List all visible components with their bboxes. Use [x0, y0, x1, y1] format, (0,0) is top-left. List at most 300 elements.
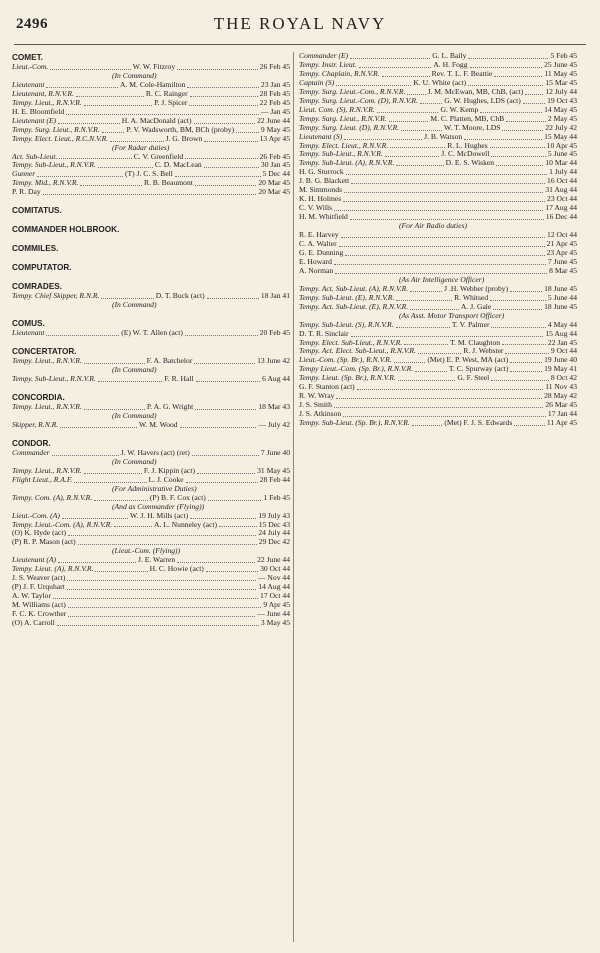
officer-name: H. C. Howie (act) [149, 564, 204, 574]
dot-leader [350, 213, 544, 220]
dot-leader [334, 204, 543, 211]
officer-name: J .H. Webber (proby) [444, 283, 509, 293]
officer-name: J. S. Weaver (act) [12, 573, 66, 583]
dot-leader [98, 161, 153, 168]
officer-name: A. M. Cole-Hamilton [120, 79, 186, 89]
dot-leader [502, 339, 546, 346]
officer-name: C. D. MacLean [154, 160, 202, 170]
entry-rank: Tempy. Lieut. (A), R.N.V.R. [12, 564, 94, 574]
dot-leader [187, 81, 259, 88]
officer-name: J. E. Warren [137, 555, 176, 565]
dot-leader [496, 159, 543, 166]
seniority-date: 17 Oct 44 [260, 591, 290, 601]
seniority-date: 21 Apr 45 [546, 239, 577, 249]
dot-leader [37, 170, 123, 177]
seniority-date: 28 Feb 44 [259, 474, 291, 484]
entry-rank: Tempy. Surg. Lieut.-Com. (D), R.N.V.R. [299, 95, 418, 105]
dot-leader [404, 339, 448, 346]
officer-name: R. W. Wray [299, 391, 335, 401]
officer-name: (T) J. C. S. Bell [124, 169, 173, 179]
dot-leader [493, 303, 542, 310]
dot-leader [67, 574, 256, 581]
dot-leader [389, 115, 429, 122]
dot-leader [58, 117, 120, 124]
dot-leader [57, 619, 259, 626]
entry-rank: Tempy. Surg. Lieut. (D), R.N.V.R. [299, 122, 400, 132]
seniority-date: 12 Oct 44 [547, 230, 577, 240]
entry-note: (For Administrative Duties) [112, 483, 197, 493]
officer-name: F. C. K. Crowther [12, 609, 67, 619]
officer-name: W. W. Fitzroy [132, 62, 176, 71]
entry-rank: Lieutenant (A) [12, 555, 57, 565]
dot-leader [502, 124, 543, 131]
entry-rank: Flight Lieut., R.A.F. [12, 474, 73, 484]
dot-leader [52, 449, 119, 456]
seniority-date: — July 42 [258, 419, 290, 429]
entry-rank: Tempy. Lieut. (Sp. Br.), R.N.V.R. [299, 373, 396, 383]
entry-rank: Lieutenant [12, 328, 45, 338]
seniority-date: 8 Mar 45 [549, 265, 577, 275]
officer-name: (P) B. F. Cox (act) [149, 492, 206, 502]
dot-leader [194, 357, 255, 364]
entry-rank: Tempy. Chief Skipper, R.N.R. [12, 291, 100, 301]
entry-note: (In Command) [112, 365, 157, 375]
dot-leader [94, 494, 148, 501]
dot-leader [410, 303, 459, 310]
dot-leader [204, 161, 259, 168]
dot-leader [68, 529, 256, 536]
dot-leader [510, 356, 542, 363]
entry-rank: Captain (S) [299, 77, 335, 87]
officer-name: M. Simmonds [299, 185, 343, 195]
dot-leader [50, 63, 131, 70]
dot-leader [418, 347, 461, 354]
seniority-date: 5 Dec 44 [262, 169, 291, 179]
ship-heading: CONDOR. [12, 438, 51, 448]
dot-leader [46, 81, 118, 88]
dot-leader [396, 321, 450, 328]
officer-name: G. L. Baily [432, 51, 467, 60]
seniority-date: 4 May 44 [547, 319, 577, 329]
officer-name: (O) A. Carroll [12, 617, 55, 627]
entry-rank: Tempy. Elect. Lieut., R.N.V.R. [299, 140, 389, 150]
entry-rank: Lieut.-Com. [12, 62, 49, 71]
seniority-date: 3 May 45 [260, 617, 290, 627]
officer-name: J. B. Watson [424, 131, 463, 141]
seniority-date: 16 Dec 44 [545, 212, 577, 222]
seniority-date: 18 June 45 [544, 301, 577, 311]
ship-heading: COMPUTATOR. [12, 263, 72, 273]
ship-heading: COMRADES. [12, 282, 63, 292]
seniority-date: 11 Nov 43 [545, 382, 577, 392]
officer-entry [12, 188, 290, 197]
seniority-date: 23 Oct 44 [547, 194, 577, 204]
officer-name: K. H. Holmes [299, 194, 342, 204]
seniority-date: 24 July 44 [258, 528, 290, 538]
officer-name: C. V. Wills [299, 203, 333, 213]
dot-leader [197, 467, 255, 474]
dot-leader [74, 476, 146, 483]
seniority-date: 19 May 41 [544, 364, 578, 374]
entry-rank: Tempy. Sub-Lieut. (A), R.N.V.R. [299, 158, 395, 168]
dot-leader [339, 240, 545, 247]
entry-note: (In Command) [112, 410, 157, 420]
dot-leader [350, 52, 430, 59]
officer-name: L. J. Cooke [148, 474, 184, 484]
officer-entry [299, 258, 577, 267]
dot-leader [523, 97, 545, 104]
seniority-date: 16 Oct 44 [547, 176, 577, 186]
dot-leader [102, 126, 125, 133]
seniority-date: 7 June 45 [547, 256, 577, 266]
dot-leader [66, 108, 259, 115]
officer-entry [12, 329, 290, 338]
officer-name: A. J. Gale [460, 301, 492, 311]
dot-leader [407, 88, 425, 95]
dot-leader [398, 374, 456, 381]
officer-name: R. J. Webster [463, 346, 504, 356]
seniority-date: 9 Apr 45 [263, 600, 290, 610]
seniority-date: 13 Apr 45 [259, 133, 290, 143]
officer-entry [12, 179, 290, 188]
entry-rank: Lieut. Com. (S), R.N.V.R. [299, 104, 375, 114]
officer-name: D. T. Buck (act) [155, 291, 205, 301]
officer-entry [299, 249, 577, 258]
dot-leader [491, 321, 545, 328]
officer-name: (P) R. P. Mason (act) [12, 537, 76, 547]
entry-rank: Tempy. Sub-Lieut. (S), R.N.V.R. [299, 319, 394, 329]
officer-name: R. C. Rainger [145, 88, 188, 98]
dot-leader [510, 365, 542, 372]
dot-leader [84, 403, 145, 410]
seniority-date: 17 Aug 44 [545, 203, 577, 213]
dot-leader [336, 392, 542, 399]
dot-leader [206, 565, 258, 572]
officer-name: G. F. Stanton (act) [299, 382, 355, 392]
seniority-date: 1 July 44 [549, 167, 577, 177]
officer-name: P. J. Spicer [154, 97, 188, 107]
seniority-date: 22 June 44 [257, 555, 291, 565]
entry-rank: Tempy. Lieut., R.N.V.R. [12, 465, 82, 475]
entry-rank: Lieutenant, R.N.V.R. [12, 88, 74, 98]
dot-leader [67, 583, 257, 590]
seniority-date: 6 Aug 44 [262, 374, 290, 384]
seniority-date: 31 Aug 44 [545, 185, 577, 195]
dot-leader [464, 133, 542, 140]
officer-name: M. C. Platten, MB, ChB [430, 113, 505, 123]
entry-note: (And as Commander (Flying)) [112, 501, 205, 511]
dot-leader [505, 347, 548, 354]
dot-leader [58, 556, 136, 563]
dot-leader [491, 374, 549, 381]
dot-leader [185, 153, 257, 160]
seniority-date: 18 Jan 41 [260, 291, 290, 301]
seniority-date: 23 Jan 45 [260, 79, 291, 89]
dot-leader [490, 294, 546, 301]
entry-rank: Commander [12, 447, 50, 457]
entry-rank: Tempy. Surg. Lieut.-Com., R.N.V.R. [299, 86, 406, 96]
officer-name: (Met) E. P. West, MA (act) [427, 355, 509, 365]
officer-name: J. M. McEwan, MB, ChB, (act) [427, 86, 524, 96]
ship-heading: CONCERTATOR. [12, 347, 77, 357]
dot-leader [420, 97, 442, 104]
officer-name: W. T. Moore, LDS [444, 122, 501, 132]
seniority-date: 15 Aug 44 [545, 328, 577, 338]
dot-leader [68, 610, 255, 617]
dot-leader [468, 52, 548, 59]
seniority-date: 10 Mar 44 [545, 158, 578, 168]
officer-name: R. L. Hughes [447, 140, 488, 150]
officer-name: J. S. Smith [299, 400, 332, 410]
entry-rank: Tempy. Lieut., R.N.V.R. [12, 402, 82, 412]
entry-rank: Tempy. Mid., R.N.V.R. [12, 178, 79, 188]
officer-name: J. S. Atkinson [299, 409, 342, 419]
officer-name: H. G. Sturrock [299, 167, 344, 177]
dot-leader [335, 267, 547, 274]
entry-rank: Tempy. Chaplain, R.N.V.R. [299, 68, 380, 78]
entry-rank: Tempy. Sub-Lieut. (Sp. Br.), R.N.V.R. [299, 418, 410, 428]
officer-entry [12, 421, 290, 430]
entry-note: (As Air Intelligence Officer) [399, 274, 485, 284]
officer-name: A. L. Nunneley (act) [153, 519, 218, 529]
dot-leader [190, 90, 258, 97]
dot-leader [394, 356, 426, 363]
seniority-date: 30 Jan 45 [260, 160, 291, 170]
header-rule [14, 44, 586, 45]
dot-leader [382, 70, 430, 77]
dot-leader [415, 365, 447, 372]
officer-name: G. W. Kemp [440, 104, 479, 114]
dot-leader [396, 159, 443, 166]
dot-leader [343, 195, 545, 202]
officer-name: F. R. Hall [164, 374, 194, 384]
seniority-date: 17 Jan 44 [547, 409, 577, 419]
dot-leader [76, 90, 144, 97]
dot-leader [80, 179, 141, 186]
entry-rank: Tempy. Surg. Lieut., R.N.V.R. [12, 124, 100, 134]
entry-rank: Skipper, R.N.R. [12, 419, 59, 429]
officer-name: G. F. Steel [457, 373, 490, 383]
seniority-date: 18 Mar 43 [258, 402, 291, 412]
dot-leader [410, 285, 442, 292]
dot-leader [195, 403, 256, 410]
officer-name: R. E. Harvey [299, 230, 339, 240]
officer-name: W. J. H. Mills (act) [130, 510, 189, 520]
officer-name: G. E. Dunning [299, 247, 344, 257]
dot-leader [175, 170, 261, 177]
seniority-date: 26 Feb 45 [259, 151, 290, 161]
dot-leader [190, 512, 256, 519]
officer-name: D. E. S. Wisken [445, 158, 495, 168]
ship-heading: COMMILES. [12, 244, 59, 254]
officer-name: P. R. Day [12, 187, 41, 197]
seniority-date: — Nov 44 [257, 573, 290, 583]
seniority-date: — June 44 [257, 609, 290, 619]
dot-leader [110, 135, 163, 142]
entry-rank: Tempy. Lieut., R.N.V.R. [12, 97, 82, 107]
officer-entry [12, 619, 290, 628]
officer-name: H. E. Bloomfield [12, 106, 65, 116]
ship-heading: CONCORDIA. [12, 393, 65, 403]
dot-leader [351, 177, 545, 184]
entry-rank: Tempy. Surg. Lieut., R.N.V.R. [299, 113, 387, 123]
seniority-date: 11 Apr 45 [546, 418, 578, 428]
dot-leader [490, 142, 545, 149]
dot-leader [84, 357, 145, 364]
officer-name: W. M. Wood [138, 419, 178, 429]
dot-leader [470, 61, 543, 68]
dot-leader [385, 150, 440, 157]
entry-rank: Tempy. Sub-Lieut. (E), R.N.V.R. [299, 292, 395, 302]
seniority-date: 29 Dec 42 [258, 537, 290, 547]
dot-leader [186, 476, 258, 483]
column-divider [293, 52, 294, 942]
dot-leader [341, 231, 545, 238]
dot-leader [177, 556, 255, 563]
seniority-date: 1 Feb 45 [263, 492, 290, 502]
page-title: THE ROYAL NAVY [213, 14, 387, 33]
dot-leader [506, 115, 546, 122]
seniority-date: 15 Dec 43 [258, 519, 290, 529]
officer-name: (O) K. Hyde (act) [12, 528, 66, 538]
officer-name: T. M. Claughton [449, 337, 501, 347]
seniority-date: 20 Mar 45 [258, 187, 290, 197]
officer-name: P. A. G. Wright [146, 402, 194, 412]
dot-leader [525, 88, 543, 95]
dot-leader [177, 63, 258, 70]
officer-name: (E) W. T. Allen (act) [121, 328, 183, 338]
officer-name: H. A. MacDonald (act) [121, 115, 192, 125]
entry-rank: Tempy. Sub-Lieut., R.N.V.R. [12, 160, 96, 170]
entry-rank: Tempy Lieut.-Com. (Sp. Br.), R.N.V.R. [299, 364, 414, 374]
dot-leader [62, 512, 128, 519]
officer-name: A. Norman [299, 265, 334, 275]
seniority-date: 26 Mar 45 [545, 400, 577, 410]
entry-rank: Tempy. Act. Elect. Sub-Lieut., R.N.V.R. [299, 346, 416, 356]
entry-note: (In Command) [112, 70, 157, 80]
dot-leader [204, 135, 257, 142]
seniority-date: 22 July 42 [545, 122, 577, 132]
dot-leader [346, 168, 547, 175]
page-header [0, 0, 600, 44]
dot-leader [351, 330, 544, 337]
officer-name: M. Williams (act) [12, 600, 66, 610]
officer-name: J. B. G. Blackett [299, 176, 350, 186]
seniority-date: 31 May 45 [257, 465, 290, 475]
dot-leader [195, 179, 256, 186]
dot-leader [343, 410, 546, 417]
officer-name: Rev. T. L. F. Beattie [431, 68, 493, 78]
officer-name: J. W. Havers (act) (ret) [120, 447, 190, 457]
officer-name: A. H. Fogg [433, 59, 468, 69]
officer-entry [299, 392, 577, 401]
seniority-date: 18 June 45 [544, 283, 577, 293]
entry-note: (Lieut.-Com. (Flying)) [112, 546, 181, 556]
seniority-date: 11 May 45 [544, 68, 577, 78]
dot-leader [196, 375, 261, 382]
seniority-date: 12 July 44 [545, 86, 578, 96]
seniority-date: 23 Apr 45 [546, 247, 577, 257]
entry-rank: Gunner [12, 169, 36, 179]
ship-heading: COMMANDER HOLBROOK. [12, 225, 120, 235]
dot-leader [192, 449, 259, 456]
ship-heading: COMET. [12, 53, 43, 62]
seniority-date: 9 May 45 [260, 124, 291, 134]
entry-rank: Tempy. Sub-Lieut., R.N.V.R. [299, 149, 383, 159]
officer-name: A. W. Taylor [12, 591, 51, 601]
dot-leader [401, 124, 442, 131]
seniority-date: 19 June 40 [544, 355, 578, 365]
officer-name: F. A. Batchelor [146, 356, 193, 366]
dot-leader [359, 61, 432, 68]
entry-rank: Lieutenant [12, 79, 45, 89]
officer-name: H. M. Whitfield [299, 212, 348, 222]
dot-leader [510, 285, 542, 292]
entry-rank: Tempy. Elect. Lieut., R.C.N.V.R. [12, 133, 109, 143]
dot-leader [336, 79, 411, 86]
entry-rank: Lieut.-Com. (Sp. Br.), R.N.V.R. [299, 355, 392, 365]
officer-name: P. V. Wadsworth, BM, BCh (proby) [126, 124, 235, 134]
dot-leader [207, 292, 259, 299]
dot-leader [236, 126, 259, 133]
page-number: 2496 [16, 16, 48, 32]
ship-heading: COMUS. [12, 319, 45, 329]
entry-rank: Tempy. Elect. Sub-Lieut., R.N.V.R. [299, 337, 403, 347]
dot-leader [185, 329, 258, 336]
dot-leader [59, 153, 131, 160]
entry-rank: Lieutenant (S) [299, 131, 343, 141]
dot-leader [78, 538, 257, 545]
seniority-date: 5 Feb 45 [550, 51, 578, 60]
seniority-date: 30 Oct 44 [260, 564, 291, 574]
dot-leader [390, 142, 445, 149]
dot-leader [189, 99, 257, 106]
dot-leader [60, 421, 137, 428]
dot-leader [68, 601, 262, 608]
dot-leader [98, 375, 163, 382]
dot-leader [194, 117, 256, 124]
dot-leader [46, 329, 119, 336]
seniority-date: 20 Feb 45 [259, 328, 291, 338]
seniority-date: 19 Oct 43 [547, 95, 578, 105]
dot-leader [114, 521, 152, 528]
entry-rank: Act. Sub-Lieut. [12, 151, 58, 161]
dot-leader [412, 419, 443, 426]
entry-note: (For Air Radio duties) [399, 221, 467, 231]
dot-leader [334, 401, 543, 408]
dot-leader [344, 133, 422, 140]
dot-leader [180, 421, 257, 428]
seniority-date: 10 Apr 45 [546, 140, 578, 150]
seniority-date: 22 Feb 45 [259, 97, 291, 107]
seniority-date: — Jan 45 [260, 106, 290, 116]
dot-leader [357, 383, 544, 390]
entry-note: (As Asst. Motor Transport Officer) [399, 310, 505, 320]
dot-leader [468, 79, 543, 86]
officer-name: T. V. Palmer [451, 319, 490, 329]
entry-rank: Tempy. Lieut.-Com. (A), R.N.V.R. [12, 519, 113, 529]
entry-note: (For Radar duties) [112, 142, 170, 152]
entry-rank: Lieutenant (E) [12, 115, 57, 125]
seniority-date: 9 Oct 44 [550, 346, 577, 356]
dot-leader [396, 294, 452, 301]
dot-leader [208, 494, 262, 501]
entry-rank: Tempy. Lieut., R.N.V.R. [12, 356, 82, 366]
seniority-date: 5 June 44 [547, 292, 578, 302]
ship-heading: COMITATUS. [12, 206, 62, 216]
seniority-date: 7 June 40 [260, 447, 291, 457]
officer-entry [299, 383, 577, 392]
